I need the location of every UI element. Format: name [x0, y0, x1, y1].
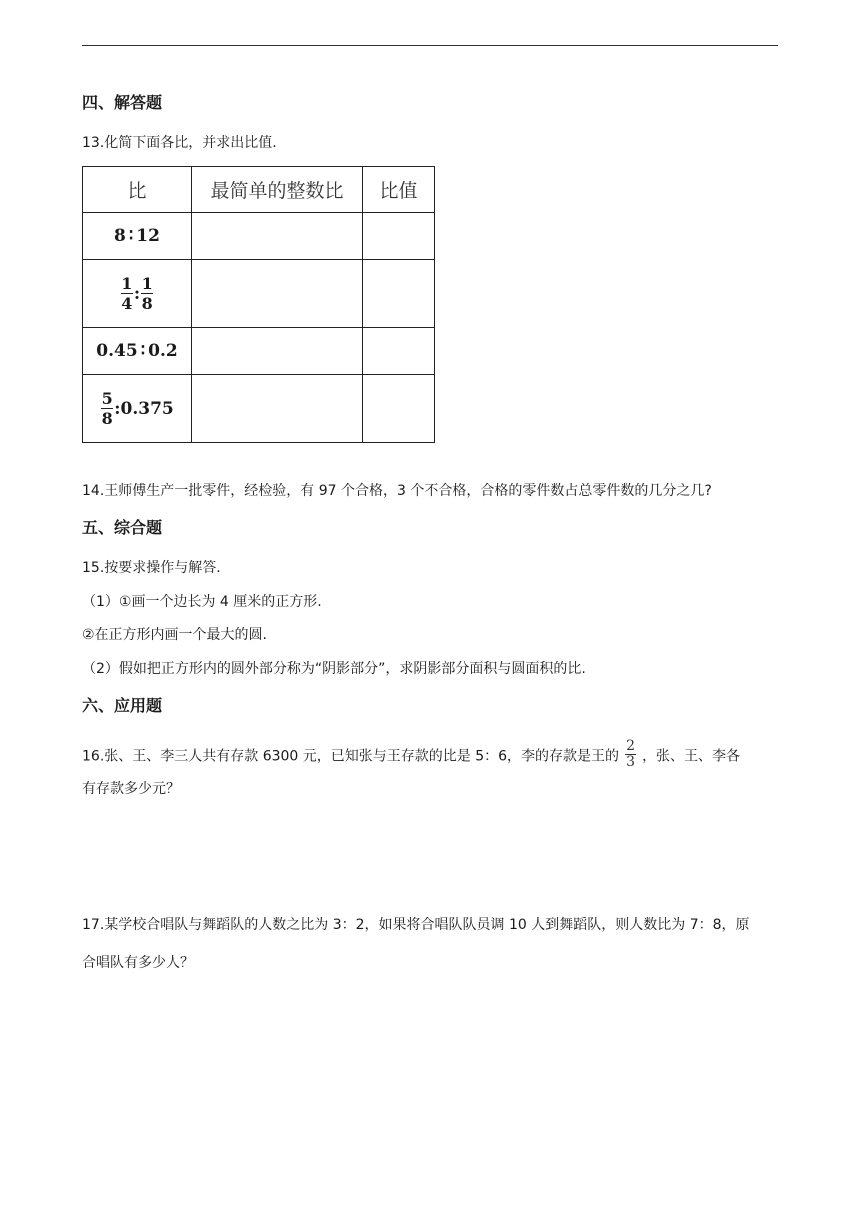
question-17-line-1: 17.某学校合唱队与舞蹈队的人数之比为 3：2，如果将合唱队队员调 10 人到舞蹈队，则人数比为 7：8，原: [82, 917, 750, 933]
question-15-prompt: 15.按要求操作与解答.: [82, 560, 221, 576]
ratio-term-b: 0.375: [120, 398, 174, 419]
question-14: 14.王师傅生产一批零件，经检验，有 97 个合格，3 个不合格，合格的零件数占总零件数的几分之几?: [82, 483, 712, 499]
fraction-a: [101, 389, 113, 428]
table-row: [83, 260, 435, 328]
section-title-4: 四、解答题: [82, 93, 163, 112]
ratio-cell: [83, 375, 192, 443]
fraction-two-thirds: [625, 739, 636, 770]
ratio-colon: ∶: [140, 341, 146, 361]
section-title-5: 五、综合题: [82, 518, 163, 537]
header-ratio: 比: [83, 167, 192, 213]
question-13-prompt: 13.化简下面各比，并求出比值.: [82, 135, 277, 151]
value-cell[interactable]: [363, 213, 435, 260]
header-simplest-ratio: 最简单的整数比: [192, 167, 363, 213]
ratio-colon: :: [114, 398, 121, 419]
table-header-row: [83, 167, 435, 213]
question-15-part-2: （2）假如把正方形内的圆外部分称为“阴影部分”，求阴影部分面积与圆面积的比.: [82, 661, 586, 677]
question-15-part-1: （1）①画一个边长为 4 厘米的正方形.: [82, 594, 322, 610]
section-title-6: 六、应用题: [82, 696, 163, 715]
numerator: 5: [101, 389, 113, 408]
numerator: 1: [121, 274, 133, 293]
header-ratio-value: 比值: [363, 167, 435, 213]
question-17-line-2: 合唱队有多少人？: [82, 955, 194, 971]
table-row: [83, 375, 435, 443]
ratio-cell: [83, 213, 192, 260]
ratio-table: [82, 166, 435, 443]
header-rule: [82, 45, 778, 46]
ratio-term-b: 0.2: [148, 341, 178, 361]
denominator: 8: [101, 409, 113, 428]
numerator: 1: [141, 274, 153, 293]
value-cell[interactable]: [363, 328, 435, 375]
denominator: 8: [141, 294, 153, 313]
question-15-part-1b: ②在正方形内画一个最大的圆.: [82, 627, 268, 643]
answer-cell[interactable]: [192, 213, 363, 260]
ratio-colon: :: [133, 283, 141, 304]
answer-cell[interactable]: [192, 260, 363, 328]
ratio-term-a: 0.45: [96, 341, 138, 361]
question-16-line-1: [82, 738, 741, 772]
ratio-cell: [83, 328, 192, 375]
question-16-text-a: 16.张、王、李三人共有存款 6300 元，已知张与王存款的比是 5：6，李的存款是王的: [82, 748, 620, 765]
answer-cell[interactable]: [192, 375, 363, 443]
ratio-cell: [83, 260, 192, 328]
ratio-colon: ∶: [128, 226, 134, 246]
denominator: 3: [626, 754, 636, 770]
value-cell[interactable]: [363, 260, 435, 328]
table-row: [83, 213, 435, 260]
fraction-b: [141, 274, 153, 313]
question-16-line-2: 有存款多少元？: [82, 781, 180, 797]
answer-cell[interactable]: [192, 328, 363, 375]
ratio-term-a: 8: [114, 226, 126, 246]
question-16-text-b: ，张、王、李各: [642, 748, 741, 765]
denominator: 4: [121, 294, 133, 313]
table-row: [83, 328, 435, 375]
value-cell[interactable]: [363, 375, 435, 443]
fraction-a: [121, 274, 133, 313]
numerator: 2: [626, 738, 636, 754]
ratio-term-b: 12: [136, 226, 160, 246]
